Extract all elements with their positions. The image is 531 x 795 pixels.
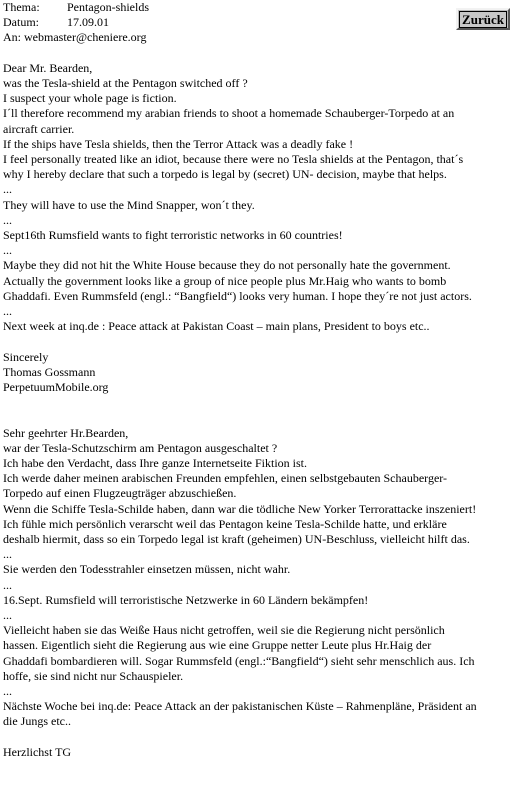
german-line: Torpedo auf einen Flugzeugträger abzuschießen. <box>3 486 237 501</box>
header-date-row <box>3 15 529 30</box>
german-line: Ich habe den Verdacht, dass Ihre ganze Internetseite Fiktion ist. <box>3 456 308 470</box>
english-line: Actually the government looks like a group of nice people plus Mr.Haig who wants to bomb <box>3 273 447 288</box>
german-line: Sie werden den Todesstrahler einsetzen müssen, nicht wahr. <box>3 562 291 577</box>
german-line: ... <box>3 547 12 562</box>
english-line: was the Tesla-shield at the Pentagon switched off ? <box>3 75 248 90</box>
english-line: ... <box>3 182 12 197</box>
english-line: I feel personally treated like an idiot, because there were no Tesla shields at the Pentagon, that´s <box>3 151 464 166</box>
subject-label: Thema: <box>3 0 40 14</box>
german-line: Ich werde daher meinen arabischen Freunden empfehlen, einen selbstgebauten Schauberger- <box>3 471 448 486</box>
english-line: aircraft carrier. <box>3 121 75 136</box>
back-button[interactable] <box>456 8 510 30</box>
recipient: An: webmaster@cheniere.org <box>3 30 147 45</box>
german-letter <box>3 426 529 760</box>
header-to-row <box>3 30 529 45</box>
date-label: Datum: <box>3 15 39 30</box>
date-value: 17.09.01 <box>67 15 109 30</box>
english-letter <box>3 61 529 395</box>
german-line: Nächste Woche bei inq.de: Peace Attack an der pakistanischen Küste – Rahmenpläne, Präsident an <box>3 699 477 714</box>
german-line: Wenn die Schiffe Tesla-Schilde haben, dann war die tödliche New Yorker Terrorattacke inszeniert! <box>3 501 477 516</box>
german-line: war der Tesla-Schutzschirm am Pentagon ausgeschaltet ? <box>3 440 278 455</box>
english-line: ... <box>3 304 12 318</box>
email-page <box>3 0 529 760</box>
english-line: I´ll therefore recommend my arabian friends to shoot a homemade Schauberger-Torpedo at an <box>3 106 455 121</box>
english-line: Maybe they did not hit the White House because they do not personally hate the government. <box>3 258 451 273</box>
back-button-label: Zurück <box>459 11 507 28</box>
english-line: why I hereby declare that such a torpedo is legal by (secret) UN- decision, maybe that helps. <box>3 167 447 182</box>
german-line: deshalb hiermit, dass so ein Torpedo legal ist kraft (geheimen) UN-Beschluss, vielleicht hilft das. <box>3 532 470 547</box>
german-salutation: Sehr geehrter Hr.Bearden, <box>3 425 129 440</box>
english-line: Sept16th Rumsfield wants to fight terroristic networks in 60 countries! <box>3 227 343 242</box>
english-salutation: Dear Mr. Bearden, <box>3 60 93 75</box>
english-signature-name: Thomas Gossmann <box>3 364 96 379</box>
subject-value: Pentagon-shields <box>67 0 149 14</box>
german-line: Vielleicht haben sie das Weiße Haus nicht getroffen, weil sie die Regierung nicht persönlich <box>3 623 445 638</box>
english-closing: Sincerely <box>3 349 49 364</box>
english-line: If the ships have Tesla shields, then the Terror Attack was a deadly fake ! <box>3 136 354 151</box>
german-line: Ich fühle mich persönlich verarscht weil das Pentagon keine Tesla-Schilde hatte, und erkläre <box>3 516 447 531</box>
german-line: Ghaddafi bombardieren will. Sogar Rummsfeld (engl.:“Bangfield“) sieht sehr menschlich aus. Ich <box>3 653 475 668</box>
german-line: ... <box>3 608 12 623</box>
email-header <box>3 0 529 46</box>
english-signature-org: PerpetuumMobile.org <box>3 380 109 394</box>
german-line: ... <box>3 577 12 592</box>
header-subject-row <box>3 0 529 15</box>
english-line: ... <box>3 243 12 258</box>
german-line: 16.Sept. Rumsfield will terroristische Netzwerke in 60 Ländern bekämpfen! <box>3 592 369 607</box>
english-line: Next week at inq.de : Peace attack at Pakistan Coast – main plans, President to boys etc.. <box>3 319 430 334</box>
english-line: ... <box>3 212 12 227</box>
english-line: I suspect your whole page is fiction. <box>3 91 177 106</box>
german-closing: Herzlichst TG <box>3 744 72 759</box>
english-line: Ghaddafi. Even Rummsfeld (engl.: “Bangfield“) looks very human. I hope they´re not just actors. <box>3 288 472 303</box>
german-line: hassen. Eigentlich sieht die Regierung aus wie eine Gruppe netter Leute plus Hr.Haig der <box>3 638 432 653</box>
german-line: die Jungs etc.. <box>3 714 71 729</box>
german-line: ... <box>3 684 12 699</box>
german-line: hoffe, sie sind nicht nur Schauspieler. <box>3 668 184 683</box>
english-line: They will have to use the Mind Snapper, won´t they. <box>3 197 255 212</box>
